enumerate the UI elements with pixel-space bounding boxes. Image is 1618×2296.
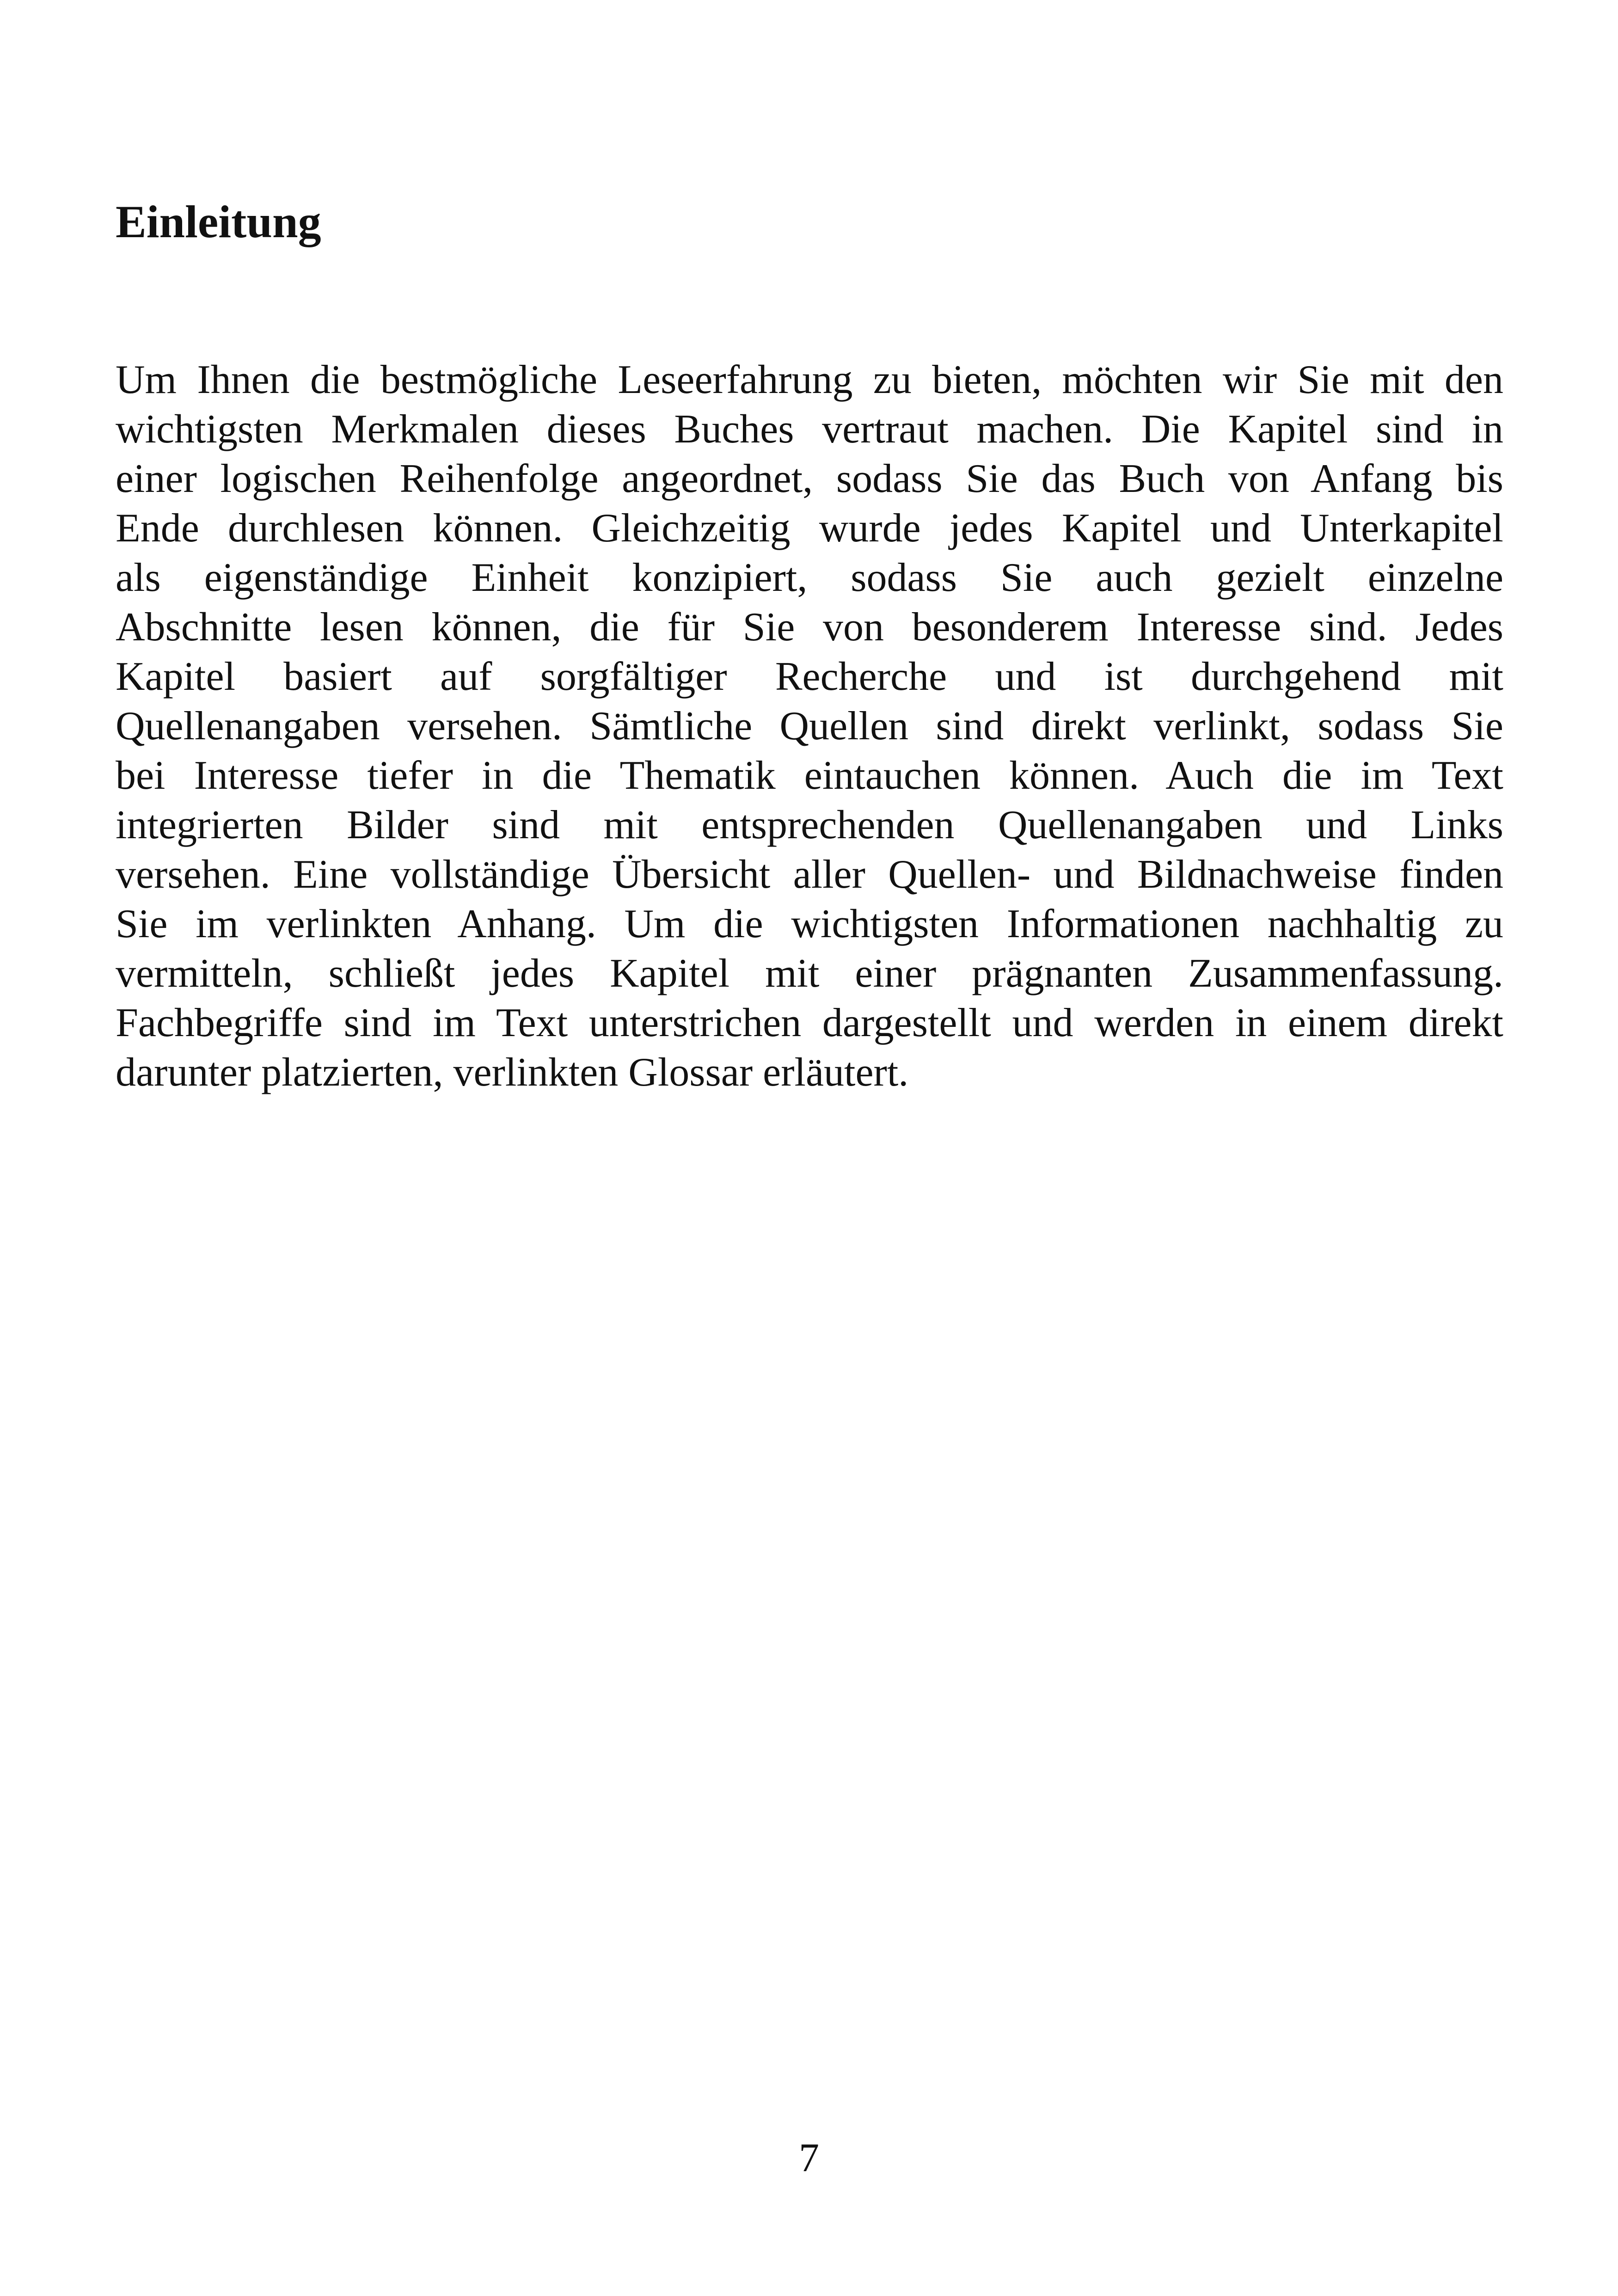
paragraph-line: vermitteln, schließt jedes Kapitel mit einer prägnanten Zusammenfassung. xyxy=(116,951,1503,996)
body-paragraph xyxy=(116,355,1503,1097)
paragraph-line: einer logischen Reihenfolge angeordnet, sodass Sie das Buch von Anfang bis xyxy=(116,456,1503,501)
paragraph-line: darunter platzierten, verlinkten Glossar erläutert. xyxy=(116,1050,909,1095)
paragraph-line: versehen. Eine vollständige Übersicht aller Quellen- und Bildnachweise finden xyxy=(116,852,1503,897)
paragraph-line: bei Interesse tiefer in die Thematik eintauchen können. Auch die im Text xyxy=(116,753,1503,798)
paragraph-line: Kapitel basiert auf sorgfältiger Recherche und ist durchgehend mit xyxy=(116,654,1503,699)
paragraph-line: Sie im verlinkten Anhang. Um die wichtigsten Informationen nachhaltig zu xyxy=(116,902,1503,946)
paragraph-line: integrierten Bilder sind mit entsprechenden Quellenangaben und Links xyxy=(116,803,1503,847)
paragraph-line: Ende durchlesen können. Gleichzeitig wurde jedes Kapitel und Unterkapitel xyxy=(116,506,1503,551)
paragraph-line: als eigenständige Einheit konzipiert, sodass Sie auch gezielt einzelne xyxy=(116,555,1503,600)
page-heading: Einleitung xyxy=(116,196,321,247)
paragraph-line: Quellenangaben versehen. Sämtliche Quellen sind direkt verlinkt, sodass Sie xyxy=(116,704,1503,749)
paragraph-line: Abschnitte lesen können, die für Sie von besonderem Interesse sind. Jedes xyxy=(116,605,1503,650)
page-number: 7 xyxy=(799,2136,819,2180)
paragraph-line: Um Ihnen die bestmögliche Leseerfahrung zu bieten, möchten wir Sie mit den xyxy=(116,357,1503,402)
paragraph-line: wichtigsten Merkmalen dieses Buches vertraut machen. Die Kapitel sind in xyxy=(116,407,1503,452)
paragraph-line: Fachbegriffe sind im Text unterstrichen dargestellt und werden in einem direkt xyxy=(116,1001,1503,1045)
